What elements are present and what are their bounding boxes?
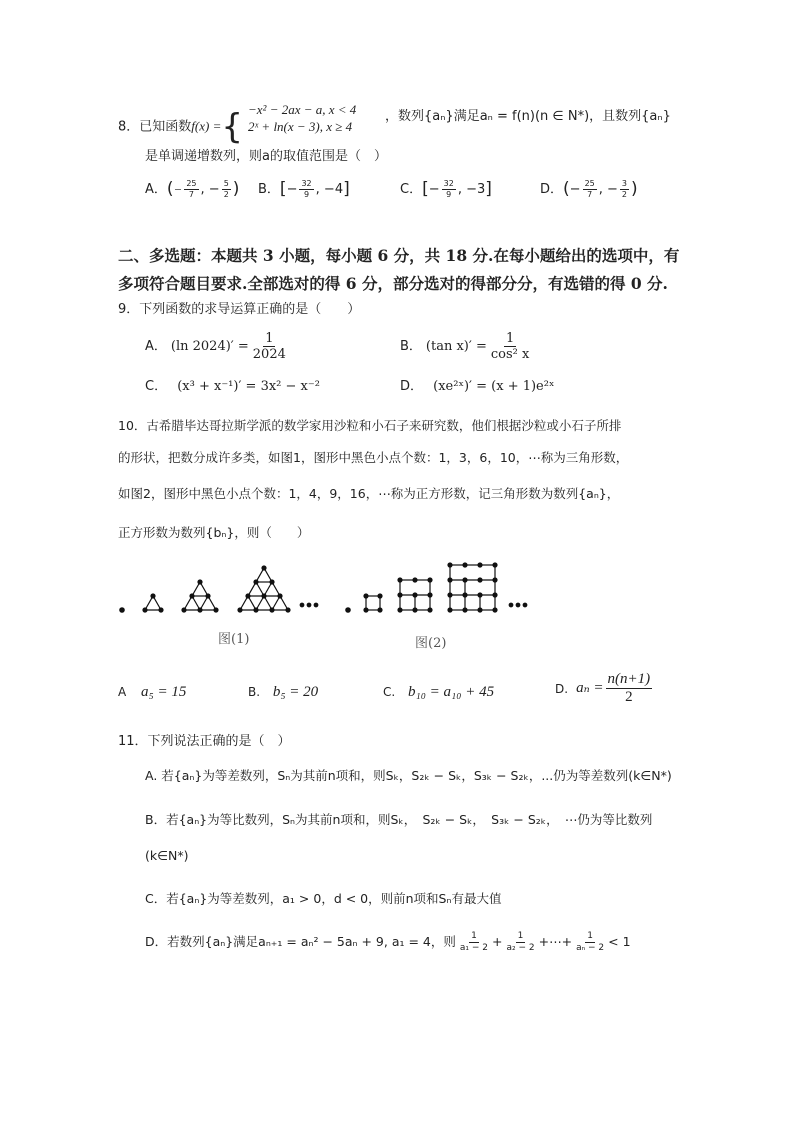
q8-f-def: f(x) =	[191, 118, 222, 134]
q8-option-D: D． ( − $\frac{25}{7}$ , − $\frac{3}{2}$ )	[540, 179, 638, 199]
square-16	[448, 563, 497, 612]
bracket: (	[166, 179, 174, 199]
q10-option-C	[383, 684, 494, 700]
q11-option-A: A. 若{aₙ}为等差数列，Sₙ为其前n项和，则Sₖ，S₂ₖ − Sₖ，S₃ₖ − S₂ₖ，...仍为等差数列(k∈N*)	[145, 768, 672, 783]
frac-den: a₂ − 2	[506, 943, 535, 953]
q11-D-tail: < 1	[608, 934, 631, 950]
figure2-caption: 图(2)	[415, 636, 447, 651]
q11-option-C: C．若{aₙ}为等差数列，a₁ > 0，d < 0，则前n项和Sₙ有最大值	[145, 891, 502, 906]
frac-den: 2	[223, 190, 229, 199]
option-label: A	[118, 685, 127, 699]
figure1-caption: 图(1)	[218, 632, 250, 647]
q11-option-D: D．若数列{aₙ}满足aₙ₊₁ = aₙ² − 5aₙ + 9, a₁ = 4，则 $\frac{1}{\text{a₁ − 2}}$ + $\frac{1}{\text{a₂ − 2}}$ +⋯+ $\frac{1}{\text{aₙ − 2}}$ < 1	[145, 931, 631, 953]
q11-option-B-line2: (k∈N*)	[145, 848, 189, 863]
triangle-6	[182, 580, 218, 612]
frac-num: n(n+1)	[607, 671, 651, 687]
q9-option-B	[400, 332, 533, 361]
option-label: D.	[555, 681, 569, 696]
bracket: (	[563, 179, 570, 199]
q8-piece2: 2ˣ + ln(x − 3), x ≥ 4	[248, 118, 353, 134]
ellipsis-icon	[509, 603, 527, 607]
q8-prefix: 8．已知函数	[118, 119, 192, 135]
option-label: C.	[383, 685, 396, 699]
bracket: ]	[485, 179, 492, 199]
q8-option-B: B． [ − $\frac{32}{9}$ , −4 ]	[258, 179, 350, 199]
frac-den: 9	[446, 190, 452, 199]
frac-num: 1	[587, 931, 593, 941]
option-label: B．	[258, 182, 280, 197]
frac-num: 25	[186, 179, 197, 188]
frac-num: 1	[517, 931, 524, 941]
q8-piecewise	[248, 102, 356, 136]
option-label: A．	[145, 182, 167, 197]
frac-den: 2	[621, 190, 628, 199]
q10-line2: 的形状，把数分成许多类，如图1，图形中黑色小点个数：1，3，6，10，⋯称为三角形数，	[118, 450, 629, 465]
option-label: A．	[145, 339, 167, 354]
triangle-3	[143, 594, 163, 612]
option-label: D．	[400, 379, 424, 394]
q9-C-expr: (x³ + x⁻¹)′ = 3x² − x⁻²	[177, 379, 320, 394]
q10-line4: 正方形数为数列{bₙ}，则（ ）	[118, 525, 310, 540]
q10-C-expr: b₁₀ = a₁₀ + 45	[407, 684, 495, 700]
frac-den: 7	[188, 190, 194, 199]
frac-num: 1	[505, 331, 515, 346]
bracket: ]	[343, 179, 350, 199]
frac-den: 9	[304, 190, 310, 199]
square-9	[398, 578, 432, 612]
dot	[346, 608, 350, 612]
q9-stem: 9．下列函数的求导运算正确的是（ ）	[118, 302, 361, 317]
q9-option-C	[145, 380, 320, 393]
triangle-10	[238, 566, 290, 612]
q10-option-D	[555, 672, 654, 705]
frac-den: 2	[625, 689, 633, 705]
q8-line2: 是单调递增数列，则a的取值范围是（ ）	[145, 149, 387, 164]
frac-den: 7	[587, 190, 593, 199]
q10-A-expr: a₅ = 15	[141, 684, 187, 700]
bracket: [	[279, 179, 287, 199]
q10-B-expr: b₅ = 20	[272, 684, 319, 700]
section2-line2: 多项符合题目要求.全部选对的得 6 分，部分选对的得部分分，有选错的得 0 分.	[118, 274, 668, 293]
q11-D-mid: +⋯+	[538, 934, 573, 950]
bracket: [	[422, 179, 429, 199]
frac-num: 3	[621, 179, 628, 188]
q8-option-A: A． ( − $\frac{25}{7}$ , − $\frac{5}{2}$ )	[145, 179, 240, 199]
q8-line1	[118, 107, 243, 147]
frac-den: aₙ − 2	[576, 943, 605, 953]
frac-den: a₁ − 2	[459, 943, 488, 953]
ellipsis-icon	[300, 603, 318, 607]
option-label: C．	[400, 182, 423, 197]
q9-option-D	[400, 380, 554, 393]
q11-option-B-line1: B．若{aₙ}为等比数列，Sₙ为其前n项和，则Sₖ， S₂ₖ − Sₖ， S₃ₖ − S₂ₖ， ⋯仍为等比数列	[145, 812, 653, 827]
q10-line1: 10．古希腊毕达哥拉斯学派的数学家用沙粒和小石子来研究数，他们根据沙粒或小石子所排	[118, 418, 622, 433]
bracket: )	[631, 179, 638, 199]
q10-option-B	[248, 684, 318, 700]
q9-A-lhs: (ln 2024)′ =	[170, 339, 249, 354]
q9-B-lhs: (tan x)′ =	[425, 339, 487, 354]
brace-icon: {	[221, 107, 243, 147]
option-label: D．	[540, 182, 564, 197]
frac-num: 1	[265, 331, 274, 346]
q9-option-A	[145, 332, 290, 361]
option-tail: , −3	[457, 182, 486, 197]
q8-line1-mid: ，数列{aₙ}满足aₙ = f(n)(n ∈ N*)，且数列{aₙ}	[385, 109, 671, 124]
q11-D-prefix: D．若数列{aₙ}满足aₙ₊₁ = aₙ² − 5aₙ + 9, a₁ = 4，则	[145, 934, 456, 950]
frac-den: cos² x	[490, 347, 530, 362]
option-tail: , −4	[315, 182, 344, 197]
q8-option-C: C． [ − $\frac{32}{9}$ , −3 ]	[400, 179, 492, 199]
frac-den: 2024	[252, 347, 286, 362]
frac-num: 1	[471, 931, 477, 941]
q10-option-A	[118, 684, 186, 700]
q8-piece1: −x² − 2ax − a, x < 4	[248, 102, 357, 117]
square-4	[364, 594, 382, 612]
frac-num: 5	[223, 179, 229, 188]
bracket: )	[232, 179, 240, 199]
dot	[120, 608, 124, 612]
q10-line3: 如图2，图形中黑色小点个数：1，4，9，16，⋯称为正方形数，记三角形数为数列{aₙ}，	[118, 486, 620, 501]
option-label: C．	[145, 379, 168, 394]
frac-num: 25	[584, 179, 595, 188]
section2-line1: 二、多选题：本题共 3 小题，每小题 6 分，共 18 分.在每小题给出的选项中，有	[118, 246, 680, 265]
frac-num: 32	[301, 179, 312, 188]
figure-triangular-numbers	[110, 565, 330, 620]
q11-stem: 11．下列说法正确的是（ ）	[118, 734, 291, 749]
q10-D-lhs: aₙ =	[576, 680, 604, 696]
figure-square-numbers	[340, 560, 540, 620]
option-label: B．	[400, 339, 422, 354]
q9-D-expr: (xe²ˣ)′ = (x + 1)e²ˣ	[433, 379, 555, 394]
option-label: B.	[248, 685, 261, 699]
frac-num: 32	[443, 179, 454, 188]
